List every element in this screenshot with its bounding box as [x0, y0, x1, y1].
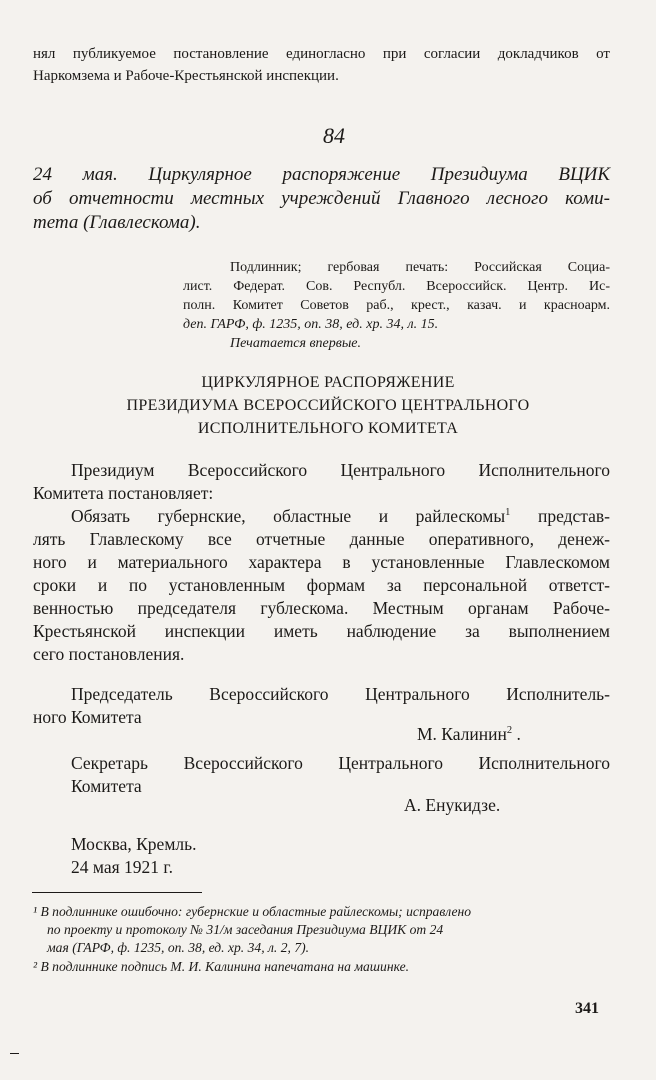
body-line: Крестьянской инспекции иметь наблюдение за выполнением: [33, 621, 610, 641]
footnote-line: ² В подлиннике подпись М. И. Калинина напечатана на машинке.: [33, 959, 410, 974]
page-number: 341: [575, 1000, 599, 1017]
document-title-line: ПРЕЗИДИУМА ВСЕРОССИЙСКОГО ЦЕНТРАЛЬНОГО: [126, 397, 530, 414]
document-date: 24 мая 1921 г.: [71, 857, 173, 877]
document-title-line: ЦИРКУЛЯРНОЕ РАСПОРЯЖЕНИЕ: [201, 374, 455, 391]
footnote-line: ¹ В подлиннике ошибочно: губернские и областные райлескомы; исправлено: [33, 904, 472, 919]
body-line: сроки и по установленным формам за персональной ответст-: [33, 575, 610, 595]
chairman-title-line: Председатель Всероссийского Центрального Исполнитель-: [71, 684, 610, 704]
body-line: венностью председателя гублескома. Местным органам Рабоче-: [33, 598, 610, 618]
margin-mark: [10, 1053, 19, 1054]
chairman-signature: М. Калинин$^2$ .: [417, 724, 521, 744]
intro-line: нял публикуемое постановление единогласно при согласии докладчиков от: [33, 46, 610, 62]
document-heading-line: тета (Главлескома).: [33, 212, 201, 233]
document-number: 84: [323, 123, 345, 148]
body-line: ного и материального характера в установленные Главлескомом: [33, 552, 610, 572]
source-note-line: Подлинник; гербовая печать: Российская Социа-: [230, 260, 610, 275]
secretary-title-line: Секретарь Всероссийского Центрального Исполнительного: [71, 753, 610, 773]
chairman-title-line: ного Комитета: [33, 707, 142, 727]
document-heading-line: об отчетности местных учреждений Главного лесного коми-: [33, 188, 610, 209]
source-note-line: Печатается впервые.: [230, 336, 362, 351]
document-title-line: ИСПОЛНИТЕЛЬНОГО КОМИТЕТА: [197, 420, 459, 437]
body-line: сего постановления.: [33, 644, 185, 664]
footnote-divider: [32, 892, 202, 893]
footnote-ref: 2: [506, 725, 513, 737]
footnote-line: мая (ГАРФ, ф. 1235, оп. 38, ед. хр. 34, л. 2, 7).: [47, 940, 310, 955]
secretary-signature: А. Енукидзе.: [404, 795, 501, 815]
body-line: Президиум Всероссийского Центрального Исполнительного: [71, 460, 610, 480]
secretary-title-line: Комитета: [71, 776, 142, 796]
document-heading-line: 24 мая. Циркулярное распоряжение Президиума ВЦИК: [33, 164, 610, 185]
body-line: лять Главлескому все отчетные данные оперативного, денеж-: [33, 529, 610, 549]
footnote-line: по проекту и протоколу № 31/м заседания Президиума ВЦИК от 24: [47, 922, 444, 937]
source-note-line: лист. Федерат. Сов. Республ. Всероссийск. Центр. Ис-: [183, 279, 610, 294]
document-place: Москва, Кремль.: [71, 834, 197, 854]
source-note-line: деп. ГАРФ, ф. 1235, оп. 38, ед. хр. 34, л. 15.: [183, 317, 439, 332]
source-note-line: полн. Комитет Советов раб., крест., казач. и красноарм.: [183, 298, 610, 313]
body-line: Обязать губернские, областные и райлескомы$^1$ представ-: [71, 506, 610, 526]
footnote-ref: 1: [505, 507, 511, 519]
intro-line: Наркомзема и Рабоче-Крестьянской инспекции.: [33, 68, 339, 84]
body-line: Комитета постановляет:: [33, 483, 214, 503]
